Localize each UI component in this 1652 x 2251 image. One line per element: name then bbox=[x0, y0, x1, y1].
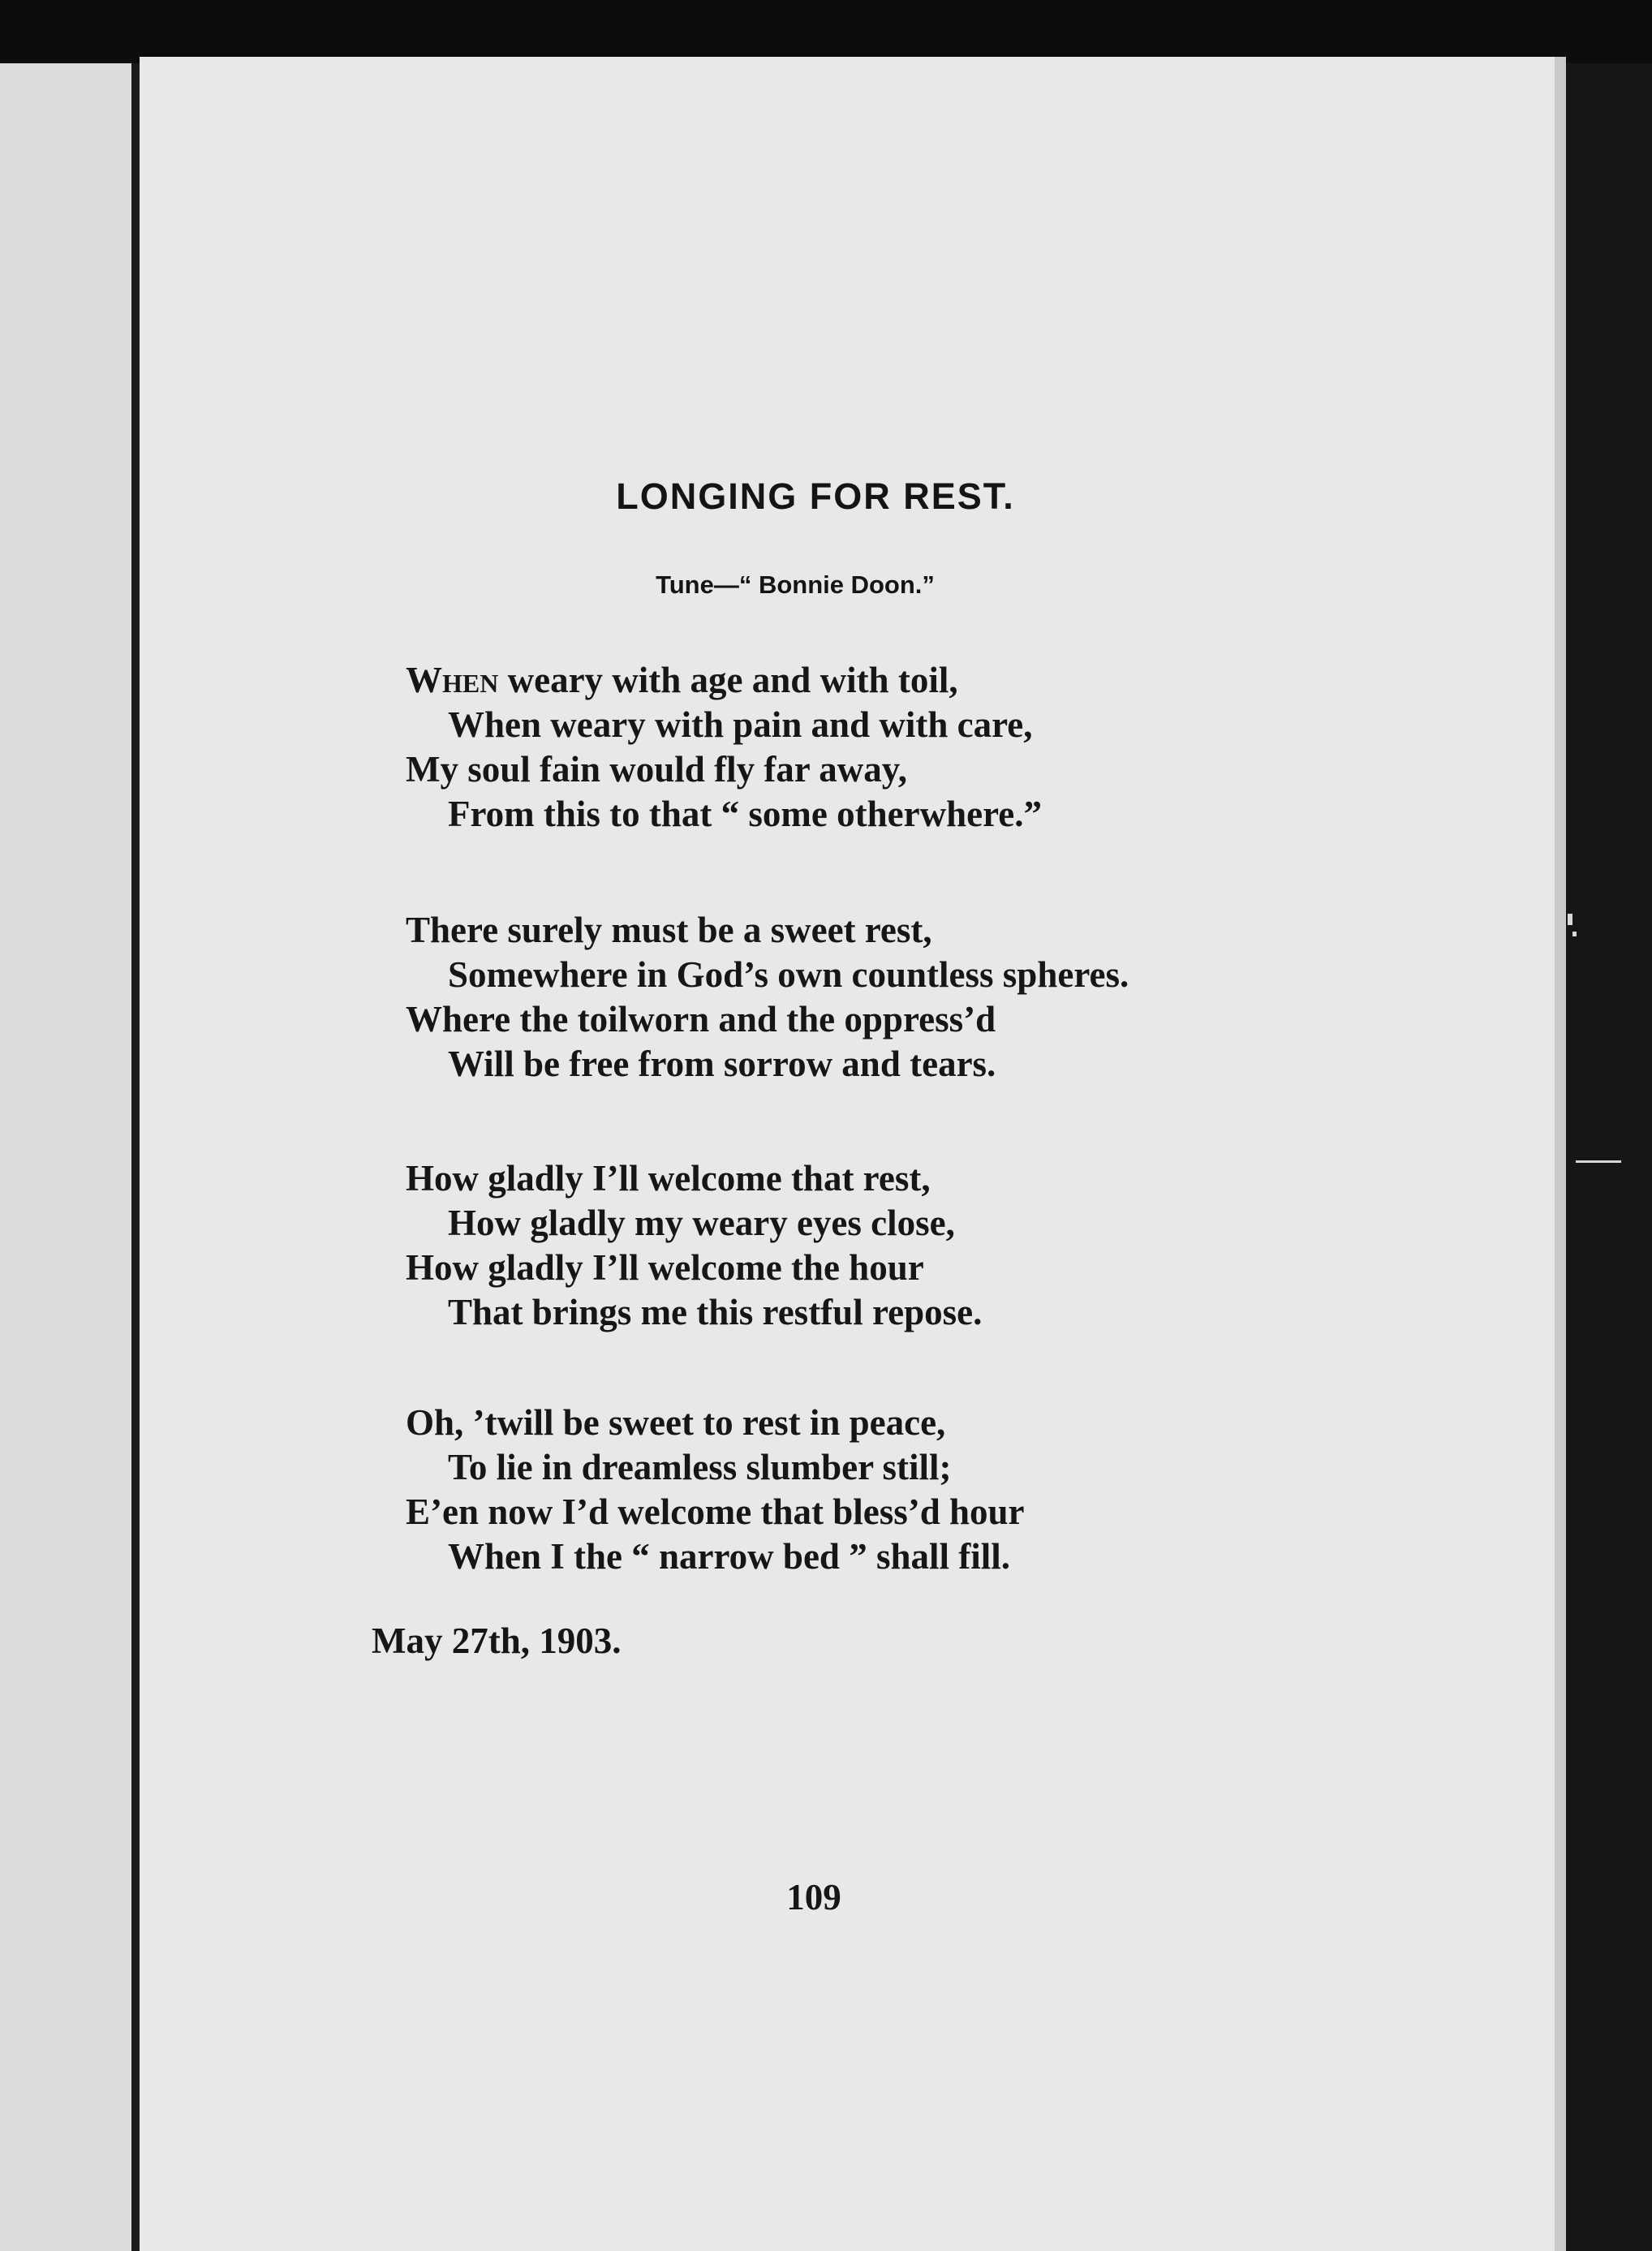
stanza-2 bbox=[406, 908, 1217, 1087]
facing-page-edge bbox=[0, 63, 131, 2251]
page-number: 109 bbox=[786, 1877, 841, 1917]
verse-text: weary with age and with toil, bbox=[498, 660, 958, 700]
verse-line: When I the “ narrow bed ” shall fill. bbox=[448, 1536, 1010, 1577]
verse-line: When weary with pain and with care, bbox=[448, 704, 1033, 745]
verse-line bbox=[406, 658, 1217, 703]
poem-title: LONGING FOR REST. bbox=[616, 476, 1015, 517]
verse-line: To lie in dreamless slumber still; bbox=[448, 1447, 952, 1487]
stanza-1 bbox=[406, 658, 1217, 837]
verse-line: Where the toilworn and the oppress’d bbox=[406, 999, 996, 1039]
verse-line: How gladly my weary eyes close, bbox=[448, 1203, 955, 1243]
verse-line: That brings me this restful repose. bbox=[448, 1292, 983, 1332]
verse-line: How gladly I’ll welcome the hour bbox=[406, 1247, 924, 1288]
margin-mark bbox=[1572, 932, 1577, 936]
verse-line: How gladly I’ll welcome that rest, bbox=[406, 1158, 931, 1199]
binding-gutter bbox=[131, 63, 140, 2251]
drop-word: When bbox=[406, 660, 499, 700]
verse-line: E’en now I’d welcome that bless’d hour bbox=[406, 1491, 1025, 1532]
verse-line: Somewhere in God’s own countless spheres. bbox=[448, 954, 1129, 995]
scan-top-border bbox=[0, 0, 1652, 63]
page-right-edge bbox=[1555, 57, 1566, 2251]
book-page bbox=[140, 57, 1558, 2251]
stanza-3 bbox=[406, 1156, 1217, 1335]
verse-line: Oh, ’twill be sweet to rest in peace, bbox=[406, 1402, 946, 1443]
verse-line: There surely must be a sweet rest, bbox=[406, 910, 932, 950]
stanza-4 bbox=[406, 1401, 1217, 1579]
poem-tune: Tune—“ Bonnie Doon.” bbox=[656, 570, 935, 599]
margin-mark bbox=[1576, 1160, 1621, 1163]
margin-mark bbox=[1568, 914, 1572, 925]
verse-line: My soul fain would fly far away, bbox=[406, 749, 907, 790]
verse-line: From this to that “ some otherwhere.” bbox=[448, 794, 1042, 834]
poem-date: May 27th, 1903. bbox=[372, 1620, 622, 1661]
verse-line: Will be free from sorrow and tears. bbox=[448, 1044, 996, 1084]
scan-right-border bbox=[1566, 63, 1652, 2251]
